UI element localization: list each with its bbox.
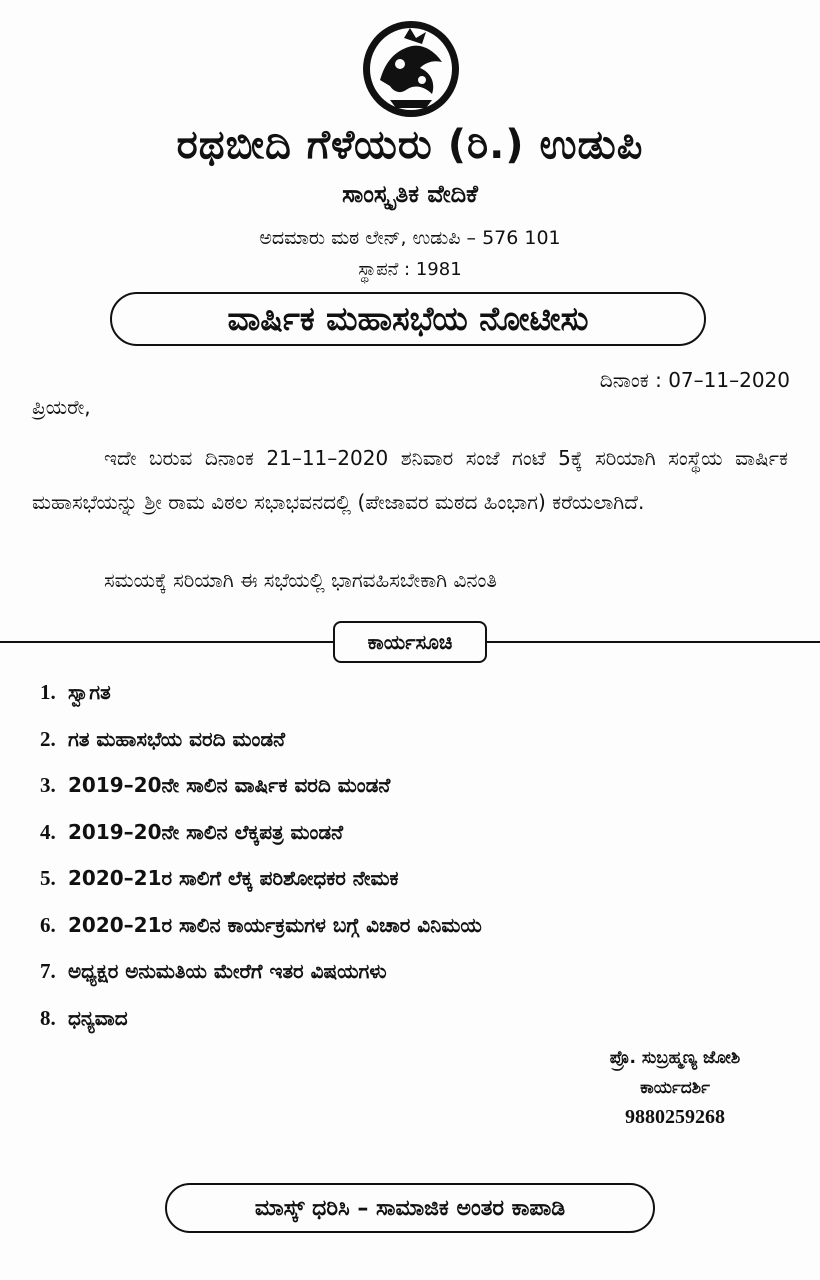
request-line: ಸಮಯಕ್ಕೆ ಸರಿಯಾಗಿ ಈ ಸಭೆಯಲ್ಲಿ ಭಾಗವಹಿಸಬೇಕಾಗಿ ವಿನಂತಿ xyxy=(104,568,497,592)
notice-date: ದಿನಾಂಕ : 07–11–2020 xyxy=(599,368,790,392)
agenda-item: 4. 2019–20ನೇ ಸಾಲಿನ ಲೆಕ್ಕಪತ್ರ ಮಂಡನೆ xyxy=(40,819,344,844)
body-paragraph: ಇದೇ ಬರುವ ದಿನಾಂಕ 21–11–2020 ಶನಿವಾರ ಸಂಜೆ ಗಂಟೆ 5ಕ್ಕೆ ಸರಿಯಾಗಿ ಸಂಸ್ಥೆಯ ವಾರ್ಷಿಕ ಮಹಾಸಭೆಯನ್ನು ಶ್ರೀ ರಾಮ ವಿಠಲ ಸಭಾಭವನದಲ್ಲಿ (ಪೇಜಾವರ ಮಠದ ಹಿಂಭಾಗ) ಕರೆಯಲಾಗಿದೆ. xyxy=(32,446,788,514)
agenda-item: 8. ಧನ್ಯವಾದ xyxy=(40,1005,128,1030)
agenda-item: 6. 2020–21ರ ಸಾಲಿನ ಕಾರ್ಯಕ್ರಮಗಳ ಬಗ್ಗೆ ವಿಚಾರ ವಿನಿಮಯ xyxy=(40,912,482,937)
organization-subtitle: ಸಾಂಸ್ಕೃತಿಕ ವೇದಿಕೆ xyxy=(342,180,478,208)
agenda-heading: ಕಾರ್ಯಸೂಚಿ xyxy=(333,621,487,663)
agenda-item: 3. 2019–20ನೇ ಸಾಲಿನ ವಾರ್ಷಿಕ ವರದಿ ಮಂಡನೆ xyxy=(40,773,391,797)
established-year: ಸ್ಥಾಪನೆ : 1981 xyxy=(358,259,462,280)
agenda-item: 7. ಅಧ್ಯಕ್ಷರ ಅನುಮತಿಯ ಮೇರೆಗೆ ಇತರ ವಿಷಯಗಳು xyxy=(40,959,387,983)
greeting: ಪ್ರಿಯರೇ, xyxy=(32,395,91,419)
agenda-item: 5. 2020–21ರ ಸಾಲಿಗೆ ಲೆಕ್ಕ ಪರಿಶೋಧಕರ ನೇಮಕ xyxy=(40,866,399,890)
notice-title: ವಾರ್ಷಿಕ ಮಹಾಸಭೆಯ ನೋಟೀಸು xyxy=(110,292,706,346)
agenda-list xyxy=(40,680,482,1052)
organization-emblem-icon xyxy=(360,20,462,118)
organization-address: ಅದಮಾರು ಮಠ ಲೇನ್, ಉಡುಪಿ – 576 101 xyxy=(259,227,561,249)
signatory-name: ಪ್ರೊ. ಸುಬ್ರಹ್ಮಣ್ಯ ಜೋಶಿ xyxy=(609,1048,741,1068)
agenda-item: 2. ಗತ ಮಹಾಸಭೆಯ ವರದಿ ಮಂಡನೆ xyxy=(40,726,285,751)
signatory-role: ಕಾರ್ಯದರ್ಶಿ xyxy=(640,1078,710,1098)
signatory-phone: 9880259268 xyxy=(625,1106,725,1128)
agenda-item: 1. ಸ್ವಾಗತ xyxy=(40,680,111,704)
organization-name: ರಥಬೀದಿ ಗೆಳೆಯರು (ರಿ.) ಉಡುಪಿ xyxy=(176,122,644,168)
footer-note: ಮಾಸ್ಕ್ ಧರಿಸಿ – ಸಾಮಾಜಿಕ ಅಂತರ ಕಾಪಾಡಿ xyxy=(165,1183,655,1233)
